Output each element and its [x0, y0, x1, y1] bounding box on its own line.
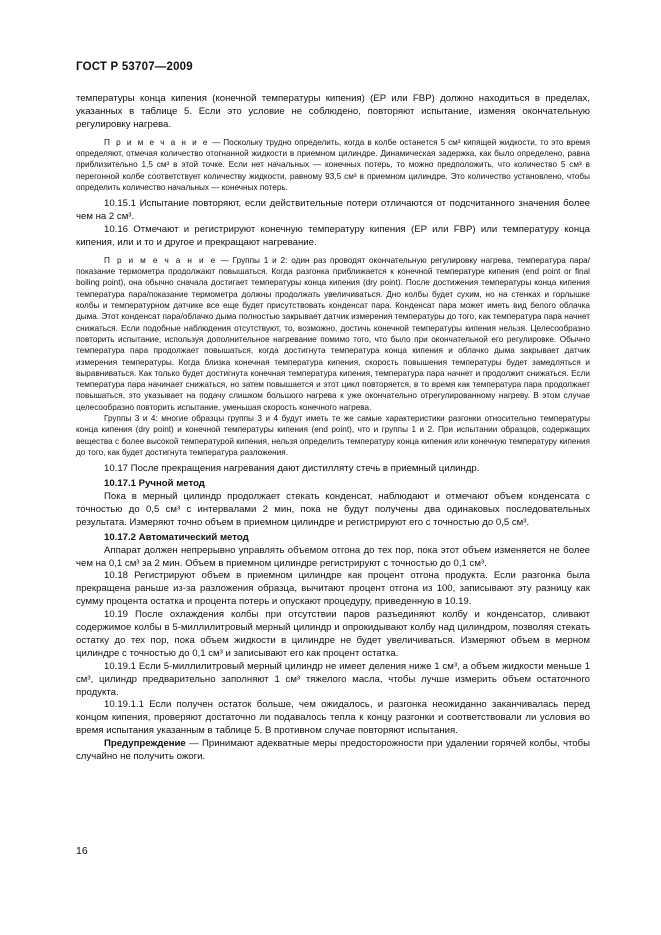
note-1 [76, 137, 590, 193]
standard-header: ГОСТ Р 53707—2009 [76, 61, 193, 73]
paragraph-10-19-1: 10.19.1 Если 5-миллилитровый мерный цилиндр не имеет деления ниже 1 см³, а объем жидкости меньше 1 см³, цилиндр предварительно заполняют 1 см³ тяжелого масла, чтобы лучше измерить объем остаточного продукта. [76, 660, 590, 698]
paragraph-10-17: 10.17 После прекращения нагревания дают дистилляту стечь в приемный цилиндр. [104, 463, 480, 475]
note-2 [76, 255, 590, 413]
paragraph-10-18: 10.18 Регистрируют объем в приемном цилиндре как процент отгона продукта. Если разгонка была прекращена раньше из-за разложения образца, вычитают процент отгона из 100, записывают эту разницу как сумму процента остатка и процента потерь и опускают процедуру, приведенную в 10.19. [76, 570, 590, 608]
paragraph-10-19: 10.19 После охлаждения колбы при отсутствии паров разъединяют колбу и конденсатор, сливают содержимое колбы в 5-миллилитровый мерный цилиндр и опрокидывают колбу над цилиндром, позволяя стекать остатку до тех пор, пока объем жидкости в цилиндре не будет увеличиваться. Измеряют объем в мерном цилиндре с точностью до 0,1 см³ и записывают его как процент остатка. [76, 609, 590, 659]
page-number: 16 [76, 845, 88, 857]
note-label: П р и м е ч а н и е [104, 137, 210, 147]
paragraph-auto-method: Аппарат должен непрерывно управлять объемом отгона до тех пор, пока этот объем изменяется не более чем на 0,1 см³ за 2 мин. Объем в приемном цилиндре регистрируют с точностью до 0,1 см³. [76, 544, 590, 569]
document-body [76, 93, 590, 764]
paragraph-continued: температуры конца кипения (конечной температуры кипения) (EP или FBP) должно находиться в пределах, указанных в таблице 5. Если это условие не соблюдено, повторяют испытание, изменяя окончательную регулировку нагрева. [76, 93, 590, 130]
note-text: — Поскольку трудно определить, когда в колбе останется 5 см³ кипящей жидкости, то это время определяют, отмечая количество отогнанной жидкости в приемном цилиндре. Динамическая задержка, как было определено, равна приблизительно 1,5 см³ в этой точке. Если нет начальных — конечных потерь, то можно предположить, что количество 5 см³ в перегонной колбе соответствует количеству жидкости, равному 93,5 см³ в приемном цилиндре. Это количество установлено, чтобы определить количество начальных — конечных потерь. [76, 137, 590, 192]
note-3: Группы 3 и 4: многие образцы группы 3 и 4 будут иметь те же самые характеристики разгонки относительно температуры конца кипения (dry point) и конечной температуры кипения (end point), что и группы 1 и 2. При испытании образцов, содержащих вещества с более высокой температурой кипения, нельзя определить температуру конца кипения или конечную температуру кипения до того, как будет достигнута температура разложения. [76, 413, 590, 457]
heading-10-17-2: 10.17.2 Автоматический метод [104, 531, 249, 543]
warning-label: Предупреждение [104, 738, 186, 750]
warning-text: — Принимают адекватные меры предосторожности при удалении горячей колбы, чтобы случайно не получить ожоги. [76, 738, 590, 763]
note-text: — Группы 1 и 2: один раз проводят окончательную регулировку нагрева, температура пара/показание термометра продолжают повышаться. Когда разгонка приближается к конечной температуре кипения (end point or final boiling point), она обычно сначала достигает температуры конца кипения (dry point). После достижения температуры конца кипения температура пара/показание термометра должны продолжать увеличиваться. Дно колбы будет сухим, но на стенках и горлышке колбы и температурном датчике все еще будет присутствовать конденсат пара. Конденсат пара может иметь вид белого облачка дыма. Этот конденсат пара/облачко дыма полностью закрывает датчик измерения температуры до того, как температура пара начнет снижаться. Если подобные наблюдения отсутствуют, то, возможно, достичь конечной температуры кипения нельзя. Целесообразно повторить испытание, используя дополнительное нагревание помимо того, что было при окончательной его регулировке. Обычно температура пара продолжает повышаться, когда достигнута температура конца кипения и облачко дыма закрывает датчик измерения температуры. Когда близка конечная температура кипения, скорость повышения температуры будет замедляться и выравниваться. Как только будет достигнута конечная температура кипения, температура пара начнет и продолжит снижаться. Если температура пара начинает снижаться, но затем повышается и этот цикл повторяется, в то время как температура пара продолжает повышаться, это указывает на подачу слишком большого нагрева к уже окончательно отрегулированному нагреву. В этом случае целесообразно повторить испытание, уменьшая скорость конечного нагрева. [76, 255, 590, 412]
paragraph-10-16: 10.16 Отмечают и регистрируют конечную температуру кипения (EP или FBP) или температуру конца кипения, или и то и другое и прекращают нагревание. [76, 224, 590, 248]
warning-paragraph [76, 738, 590, 764]
paragraph-manual-method: Пока в мерный цилиндр продолжает стекать конденсат, наблюдают и отмечают объем конденсата с точностью до 0,5 см³ с интервалами 2 мин, пока не будут получены два одинаковых последовательных результата. Измеряют точно объем в приемном цилиндре и регистрируют его с точностью до 0,5 см³. [76, 490, 590, 528]
heading-10-17-1: 10.17.1 Ручной метод [104, 478, 205, 490]
note-label: П р и м е ч а н и е [104, 255, 217, 265]
paragraph-10-15-1: 10.15.1 Испытание повторяют, если действительные потери отличаются от подсчитанного значения более чем на 2 см³. [76, 198, 590, 223]
paragraph-10-19-1-1: 10.19.1.1 Если получен остаток больше, чем ожидалось, и разгонка неожиданно заканчивалась перед концом кипения, проверяют достаточно ли подавалось тепла к концу разгонки и соответствовали ли условия во время испытания указанным в таблице 5. В противном случае повторяют испытания. [76, 699, 590, 737]
